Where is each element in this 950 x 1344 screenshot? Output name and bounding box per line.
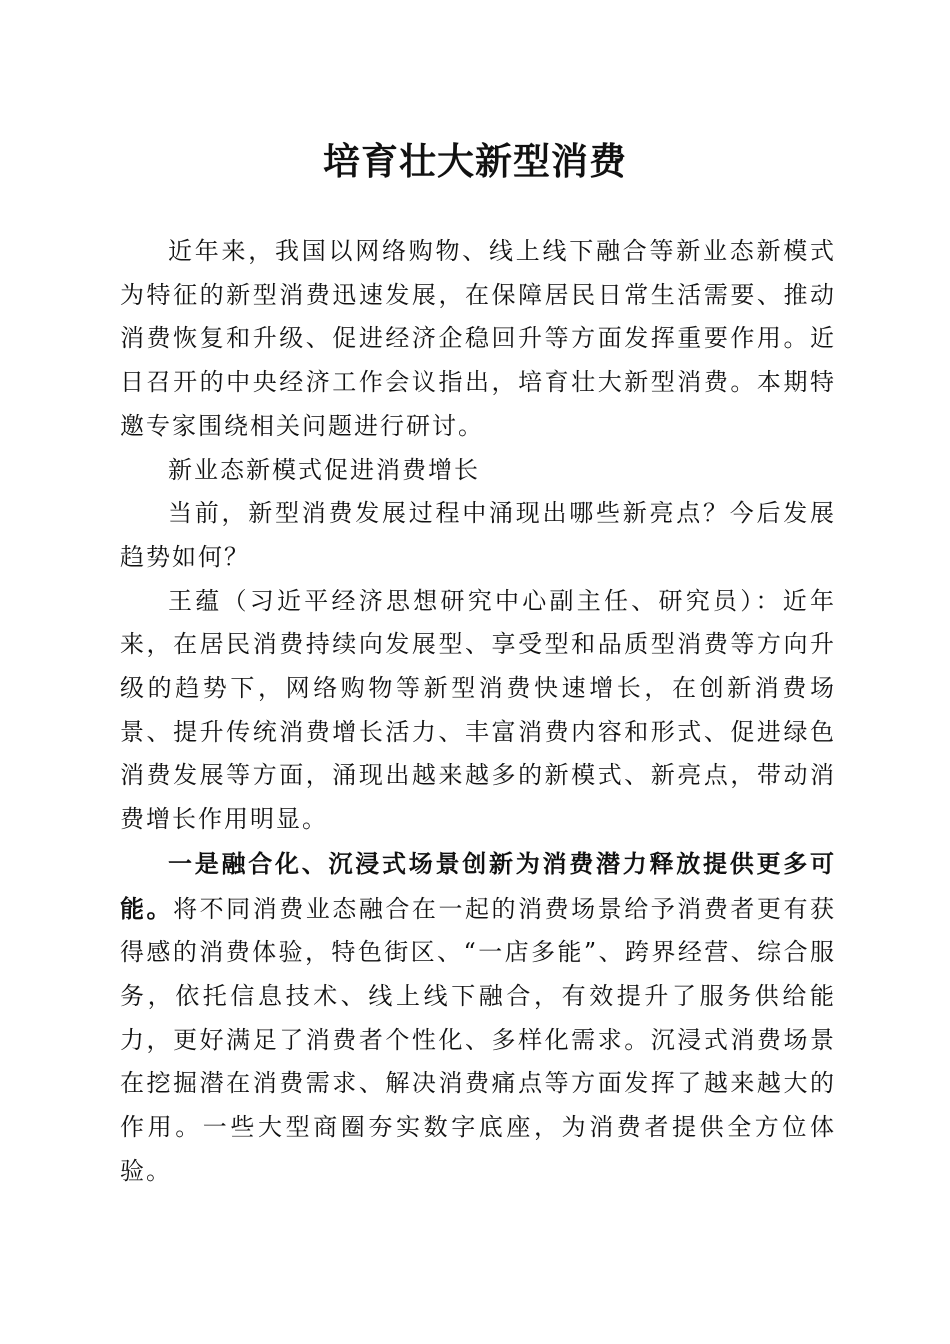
expert-answer-paragraph: 王蕴（习近平经济思想研究中心副主任、研究员）：近年来，在居民消费持续向发展型、享受型和品质型消费等方向升级的趋势下，网络购物等新型消费快速增长，在创新消费场景、提升传统消费增长活力、丰富消费内容和形式、促进绿色消费发展等方面，涌现出越来越多的新模式、新亮点，带动消费增长作用明显。 [120, 586, 836, 834]
point-one-lead: 一是融合化、沉浸式场景创新为消费潜力释放提供更多可能。 [120, 848, 836, 923]
point-one-paragraph [120, 842, 836, 1194]
document-body [120, 230, 836, 1193]
question-paragraph: 当前，新型消费发展过程中涌现出哪些新亮点？今后发展趋势如何？ [120, 499, 836, 571]
intro-paragraph: 近年来，我国以网络购物、线上线下融合等新业态新模式为特征的新型消费迅速发展，在保障居民日常生活需要、推动消费恢复和升级、促进经济企稳回升等方面发挥重要作用。近日召开的中央经济工作会议指出，培育壮大新型消费。本期特邀专家围绕相关问题进行研讨。 [120, 237, 836, 440]
point-one-text: 将不同消费业态融合在一起的消费场景给予消费者更有获得感的消费体验，特色街区、“一店多能”、跨界经营、综合服务，依托信息技术、线上线下融合，有效提升了服务供给能力，更好满足了消费者个性化、多样化需求。沉浸式消费场景在挖掘潜在消费需求、解决消费痛点等方面发挥了越来越大的作用。一些大型商圈夯实数字底座，为消费者提供全方位体验。 [120, 894, 836, 1185]
document-title: 培育壮大新型消费 [323, 139, 627, 183]
section-heading: 新业态新模式促进消费增长 [168, 455, 480, 484]
